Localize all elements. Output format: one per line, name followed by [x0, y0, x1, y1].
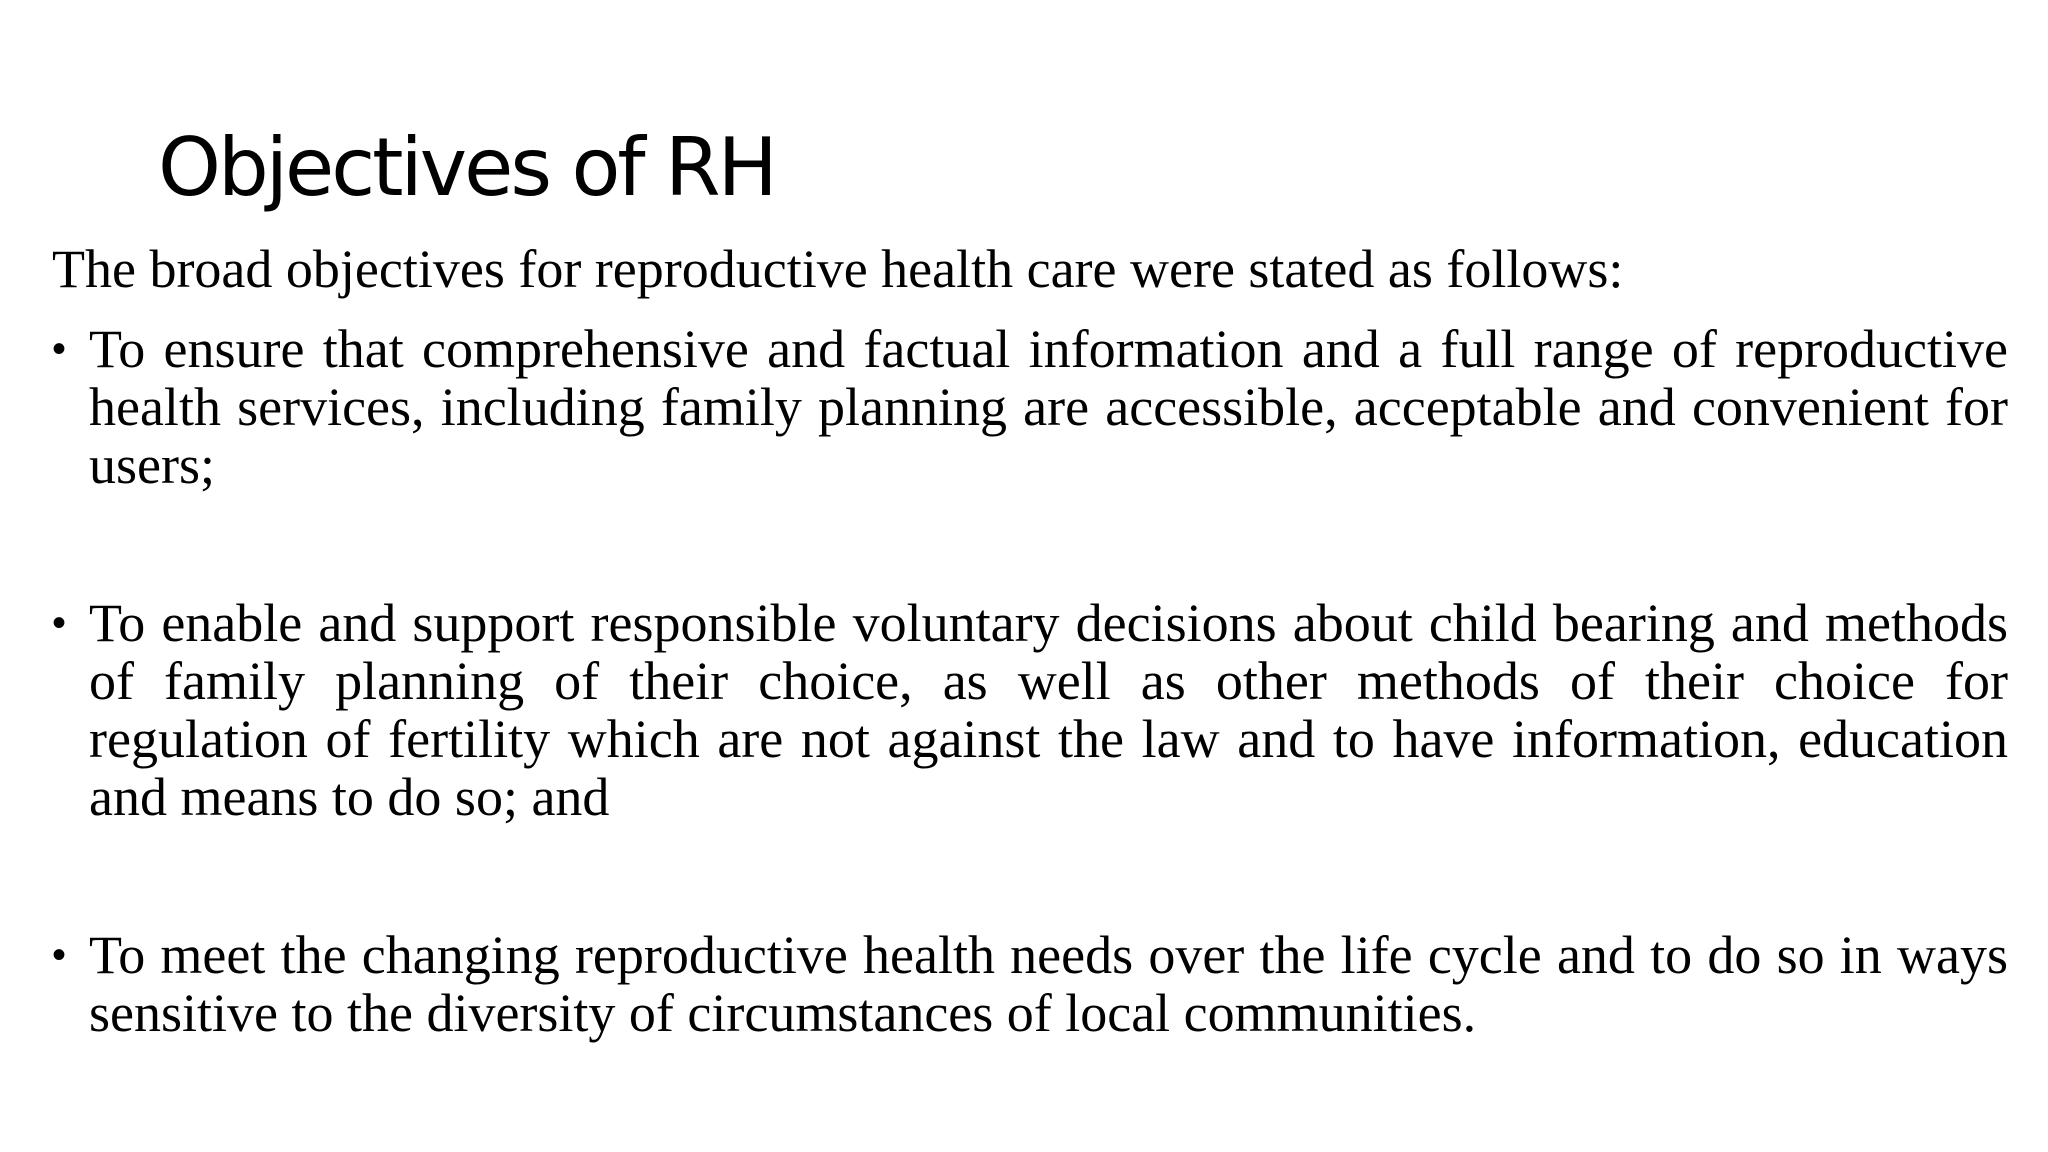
bullet-icon: • [52, 933, 67, 977]
objective-text: To enable and support responsible voluntary decisions about child bearing and methods of family planning of their choice, as well as other methods of their choice for regulation of fertility which are not against the law and to have information, education and means to do so; and [89, 593, 2008, 827]
objective-text: To meet the changing reproductive health needs over the life cycle and to do so in ways sensitive to the diversity of circumstances of local communities. [89, 925, 2008, 1043]
objective-text: To ensure that comprehensive and factual information and a full range of reproductive health services, including family planning are accessible, acceptable and convenient for users; [89, 319, 2008, 495]
objective-item [52, 594, 2008, 826]
intro-text: The broad objectives for reproductive health care were stated as follows: [52, 239, 1624, 299]
objective-item [52, 320, 2008, 494]
objectives-list [52, 320, 2008, 1042]
slide-title: Objectives of RH [158, 121, 775, 214]
slide-body [52, 240, 2008, 1042]
bullet-icon: • [52, 327, 67, 371]
bullet-icon: • [52, 601, 67, 645]
objective-item [52, 926, 2008, 1042]
